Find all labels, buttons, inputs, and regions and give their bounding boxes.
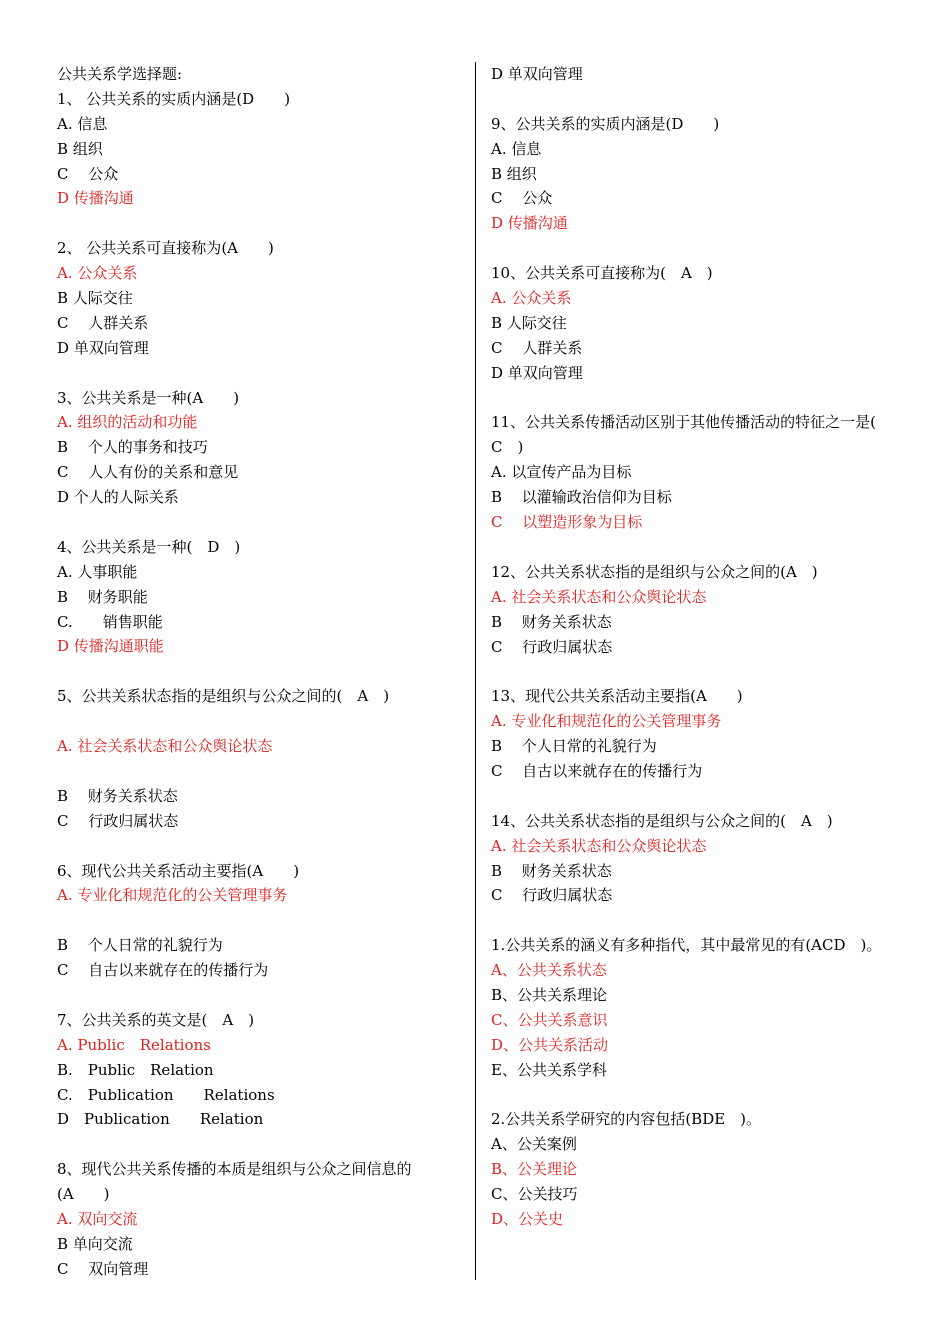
blank-line xyxy=(57,908,462,933)
question-line: B 个人的事务和技巧 xyxy=(57,438,208,457)
question-line: C 人人有份的关系和意见 xyxy=(57,463,239,482)
answer-line: A. 专业化和规范化的公关管理事务 xyxy=(491,712,722,731)
blank-line xyxy=(491,386,891,411)
blank-line xyxy=(491,87,891,112)
blank-line xyxy=(57,1132,462,1157)
blank-line xyxy=(57,361,462,386)
answer-line: A. 组织的活动和功能 xyxy=(57,413,198,432)
question-line: C 公众 xyxy=(57,164,119,183)
answer-line: A. 双向交流 xyxy=(57,1210,138,1228)
question-line: B 财务关系状态 xyxy=(57,786,178,805)
answer-line: A. 社会关系状态和公众舆论状态 xyxy=(491,836,707,855)
answer-line: A. 公众关系 xyxy=(491,289,572,308)
blank-line xyxy=(491,784,891,809)
question-line: 1.公共关系的涵义有多种指代，其中最常见的有(ACD )。 xyxy=(491,936,882,955)
question-line: 10、公共关系可直接称为( A ) xyxy=(491,264,713,283)
blank-line xyxy=(57,659,462,684)
question-line: D 单双向管理 xyxy=(57,338,149,357)
question-line: 6、现代公共关系活动主要指(A ) xyxy=(57,861,300,880)
question-line: 9、公共关系的实质内涵是(D ) xyxy=(491,114,720,133)
question-line: B 财务职能 xyxy=(57,587,148,606)
question-line: B 以灌输政治信仰为目标 xyxy=(491,488,672,507)
question-line: B 个人日常的礼貌行为 xyxy=(57,936,223,955)
question-line: D Publication Relation xyxy=(57,1110,264,1129)
question-line: C 双向管理 xyxy=(57,1259,149,1278)
question-line: E、公共关系学科 xyxy=(491,1060,607,1079)
question-line: 1、 公共关系的实质内涵是(D ) xyxy=(57,89,291,108)
answer-line: A. Public Relations xyxy=(57,1035,211,1054)
question-line: 3、公共关系是一种(A ) xyxy=(57,388,240,407)
question-line: C. Publication Relations xyxy=(57,1085,275,1104)
question-line: A. 信息 xyxy=(57,114,108,133)
blank-line xyxy=(57,983,462,1008)
answer-line: C、公共关系意识 xyxy=(491,1010,608,1029)
question-line: C 公众 xyxy=(491,189,553,208)
right-column xyxy=(491,62,891,1232)
question-line: C. 销售职能 xyxy=(57,612,163,631)
question-line: B 组织 xyxy=(491,164,537,183)
question-line: B 人际交往 xyxy=(491,313,567,332)
question-line: B、公共关系理论 xyxy=(491,986,608,1005)
question-line: B 单向交流 xyxy=(57,1234,133,1253)
answer-line: A. 公众关系 xyxy=(57,264,138,283)
question-line: 13、现代公共关系活动主要指(A ) xyxy=(491,687,743,706)
blank-line xyxy=(57,510,462,535)
answer-line: A. 社会关系状态和公众舆论状态 xyxy=(57,737,273,756)
question-line: B 个人日常的礼貌行为 xyxy=(491,737,657,756)
blank-line xyxy=(491,236,891,261)
answer-line: C 以塑造形象为目标 xyxy=(491,513,643,532)
blank-line xyxy=(491,535,891,560)
blank-line xyxy=(491,659,891,684)
question-line: D 单双向管理 xyxy=(491,363,583,382)
blank-line xyxy=(57,211,462,236)
question-line: A. 人事职能 xyxy=(57,562,138,581)
answer-line: D 传播沟通 xyxy=(57,189,134,208)
answer-line: A. 社会关系状态和公众舆论状态 xyxy=(491,587,707,606)
answer-line: D、公关史 xyxy=(491,1210,564,1229)
question-line: B 财务关系状态 xyxy=(491,861,612,880)
question-line: 公共关系学选择题: xyxy=(57,65,183,83)
question-line: C 行政归属状态 xyxy=(491,886,613,905)
question-line: C 人群关系 xyxy=(57,313,149,332)
question-line: 8、现代公共关系传播的本质是组织与公众之间信息的(A ) xyxy=(57,1160,412,1204)
answer-line: D 传播沟通 xyxy=(491,214,568,233)
blank-line xyxy=(57,834,462,859)
question-line: C 人群关系 xyxy=(491,338,583,357)
blank-line xyxy=(491,908,891,933)
question-line: C 行政归属状态 xyxy=(491,637,613,656)
question-line: C 行政归属状态 xyxy=(57,811,179,830)
question-line: 5、公共关系状态指的是组织与公众之间的( A ) xyxy=(57,687,390,706)
blank-line xyxy=(57,759,462,784)
question-line: 2、 公共关系可直接称为(A ) xyxy=(57,239,274,258)
question-line: D 单双向管理 xyxy=(491,65,583,83)
question-line: A. 信息 xyxy=(491,139,542,158)
question-line: C 自古以来就存在的传播行为 xyxy=(57,961,269,980)
question-line: D 个人的人际关系 xyxy=(57,488,179,507)
question-line: B. Public Relation xyxy=(57,1060,214,1079)
question-line: 4、公共关系是一种( D ) xyxy=(57,537,241,556)
question-line: A、公关案例 xyxy=(491,1135,577,1154)
left-column xyxy=(57,62,462,1282)
answer-line: B、公关理论 xyxy=(491,1160,578,1179)
blank-line xyxy=(57,709,462,734)
answer-line: D 传播沟通职能 xyxy=(57,637,164,656)
column-divider xyxy=(475,62,476,1280)
question-line: 12、公共关系状态指的是组织与公众之间的(A ) xyxy=(491,562,818,581)
question-line: B 财务关系状态 xyxy=(491,612,612,631)
question-line: 2.公共关系学研究的内容包括(BDE )。 xyxy=(491,1110,762,1129)
question-line: 11、公共关系传播活动区别于其他传播活动的特征之一是( C ) xyxy=(491,413,891,457)
question-line: A. 以宣传产品为目标 xyxy=(491,463,632,482)
question-line: B 人际交往 xyxy=(57,289,133,308)
blank-line xyxy=(491,1083,891,1108)
answer-line: A. 专业化和规范化的公关管理事务 xyxy=(57,886,288,905)
question-line: B 组织 xyxy=(57,139,103,158)
answer-line: D、公共关系活动 xyxy=(491,1035,609,1054)
question-line: C、公关技巧 xyxy=(491,1185,578,1204)
question-line: 14、公共关系状态指的是组织与公众之间的( A ) xyxy=(491,811,833,830)
question-line: C 自古以来就存在的传播行为 xyxy=(491,761,703,780)
answer-line: A、公共关系状态 xyxy=(491,961,607,980)
question-line: 7、公共关系的英文是( A ) xyxy=(57,1010,255,1029)
